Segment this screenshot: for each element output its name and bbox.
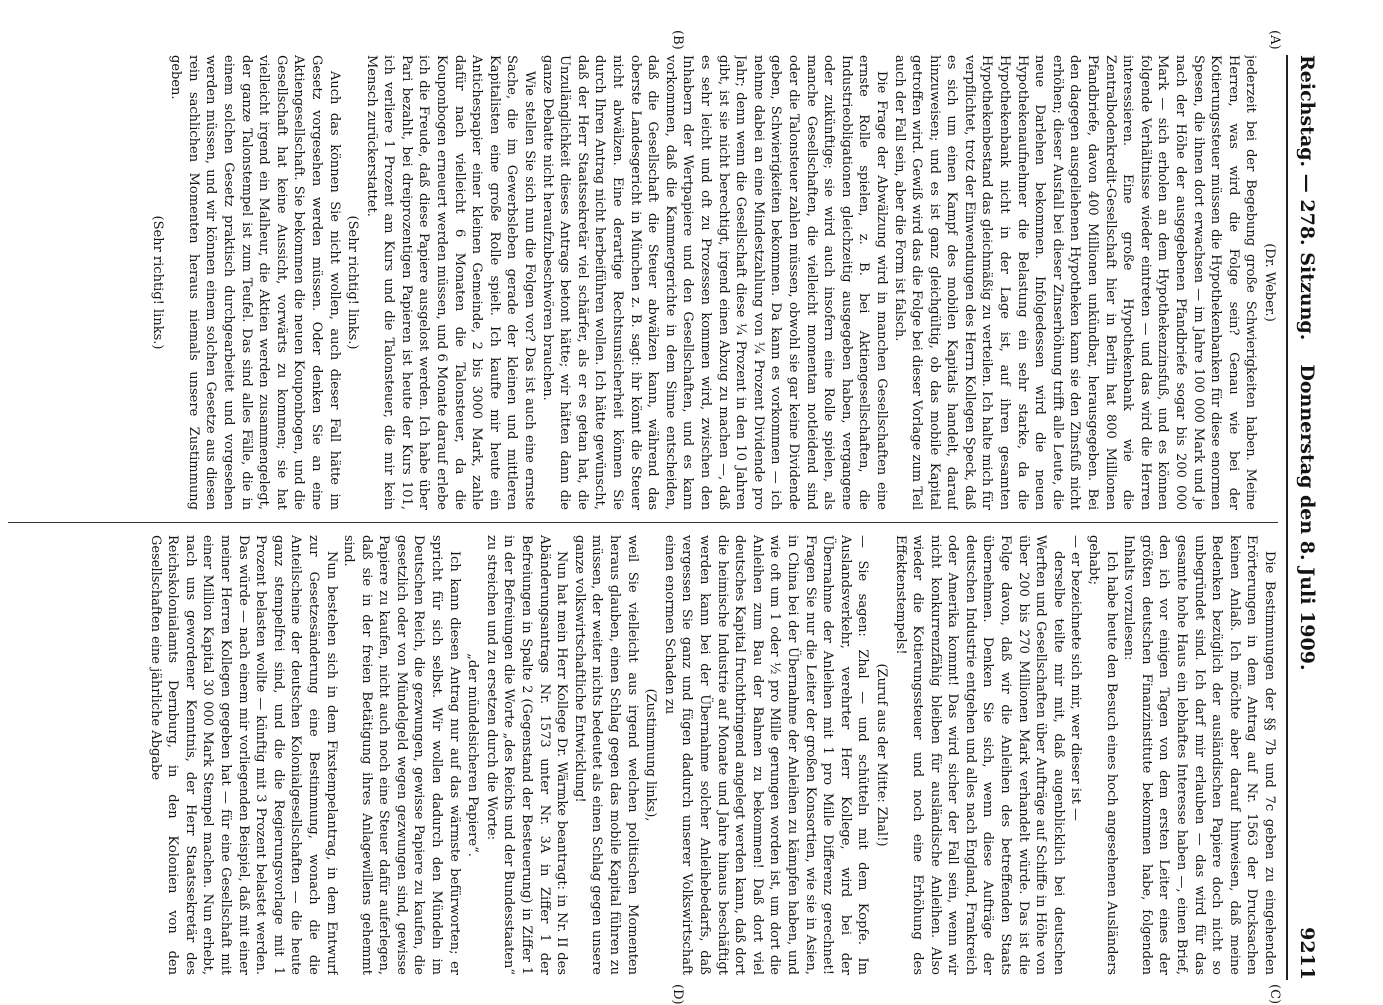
- column-divider: [8, 522, 1278, 523]
- margin-marker-a: (A): [1267, 30, 1282, 50]
- paragraph: Nun bestehen sich in dem Fixstempelantrag, in dem Entwurf zur Gesetzesänderung eine Bestimmung, wonach die die Anteilscheine der deutschen Kolonialgesellschaften — die heute ganz stempelfrei sind, und die die Regierungsvorlage mit 1 Prozent belasten wollte — künftig mit 3 Prozent belastet werden. Das würde — nach einem mir vorliegenden Beispiel, daß mit einer meiner Herren Kollegen gegeben hat — für eine Gesellschaft mit einer Million Kapital 30 000 Mark Stempel machen. Nun erhebt, nach uns gewordener Kenntnis, der Herr Staatssekretär des Reichskolonialamts Dernburg, in den Kolonien von den Gesellschaften eine jährliche Abgabe: [147, 535, 339, 975]
- page-header: [1286, 55, 1322, 980]
- quote-paragraph: Ich habe heute den Besuch eines hoch angesehenen Ausländers gehabt;: [1086, 535, 1119, 975]
- paragraph: Wie stellen Sie sich nun die Folgen vor? Das ist auch eine ernste Sache, die im Gewerbsleben gerade der kleinen und mittleren Kapitalisten eine große Rolle spielt. Ich kaufte mir heute ein Antichespapier einer kleinen Gemeinde, 2 bis 3000 Mark, zahle dafür nach vielleicht 6 Monaten die Talonsteuer, da die Kouponbogen erneuert werden müssen, und 6 Monate darauf erlebe ich die Freude, daß diese Papiere ausgelost werden. Ich habe über Pari bezahlt, bei dreiprozentigen Papieren ist heute der Kurs 101, ich verliere 1 Prozent am Kurs und die Talonsteuer, die mir kein Mensch zurückerstattet.: [363, 55, 538, 510]
- page-number: 9211: [1296, 927, 1318, 980]
- interjection: (Sehr richtig! links.): [345, 215, 361, 350]
- paragraph: Die Frage der Abwälzung wird in manchen Gesellschaften eine ernste Rolle spielen, z. B. bei Aktiengesellschaften, die Industrieobligationen gleichzeitig ausgegeben haben, vergangene oder zukünftige; sie wird auch insofern eine Rolle spielen, als manche Gesellschaften, die vielleicht momentan notleidend sind oder die Talonsteuer zahlen müssen, obwohl sie gar keine Dividende geben, Schwierigkeiten bekommen. Da kann es vorkommen — ich nehme dabei an eine Mindestzahlung von ¼ Prozent Dividende pro Jahr; denn wenn die Gesellschaft diese ¼ Prozent in den 10 Jahren gibt, ist sie nicht berechtigt, irgend einen Abzug zu machen —, daß es sehr leicht und oft zu Prozessen kommen wird, zwischen den Inhabern der Wertpapiere und den Gesellschaften, und es kann vorkommen, daß die Kammergerichte in dem Sinne entscheiden, daß die Gesellschaft die Steuer abwälzen kann, während das oberste Landesgericht in München z. B. sagt: ihr könnt die Steuer nicht abwälzen. Eine derartige Rechtsunsicherheit können Sie durch Ihren Antrag nicht herbeiführen wollen. Ich hätte gewünscht, daß der Herr Staatssekretär viel schärfer, als er es getan hat, die Unzulänglichkeit dieses Antrags betont hätte; wir hätten dann die ganze Debatte nicht heraufzubeschwören brauchen.: [539, 55, 889, 510]
- paragraph: Die Bestimmungen der §§ 7b und 7c geben zu eingehenden Erörterungen in dem Antrag auf Nr. 1563 der Drucksachen keinen Anlaß. Ich möchte aber darauf hinweisen, daß meine Bedenken bezüglich der ausländischen Papiere doch nicht so unbegründet sind. Ich darf mir erlauben — das wird für das gesamte hohe Haus ein lebhaftes Interesse haben —, einen Brief, den ich vor einigen Tagen von dem ersten Leiter eines der größten deutschen Finanzinstitute bekommen habe, folgenden Inhalts vorzulesen:: [1121, 535, 1277, 975]
- interjection: (Sehr richtig! links.): [149, 215, 165, 350]
- paragraph: Ich kann diesen Antrag nur auf das wärmste befürworten; er spricht für sich selbst. Wir wollen dadurch den Mündeln im Deutschen Reich, die gezwungen, gewisse Papiere zu kaufen, die gesetzlich oder von Mündelgeld wegen gezwungen sind, gewisse Papiere zu kaufen, nicht auch noch eine Steuer dafür auferlegen, daß sie in der freien Betätigung ihres Anlagewillens gehemmt sind.: [341, 535, 462, 975]
- header-date: Donnerstag den 8. Juli 1909.: [1296, 364, 1318, 671]
- quoted-phrase: „der mündelsicheren Papiere“.: [465, 653, 481, 857]
- header-session: Reichstag. — 278. Sitzung.: [1296, 55, 1318, 341]
- paragraph: Nun hat mein Herr Kollege Dr. Wärmke beantragt: in Nr. II des Abänderungsantrags Nr. 1573 unter Nr. 3A in Ziffer 1 der Befreiungen in Spalte 2 (Gegenstand der Besteuerung) in Ziffer 1 in der Befreiungen die Worte „des Reichs und der Bundesstaaten“ zu streichen und zu ersetzen durch die Worte:: [483, 535, 570, 975]
- paragraph: — er bezeichnete sich mir, wer dieser ist —: [1068, 535, 1084, 822]
- interjection: (Zuruf aus der Mitte: Zhal!): [873, 663, 889, 847]
- paragraph: Auch das können Sie nicht wollen, auch dieser Fall hätte im Gesetz vorgesehen werden müssen. Oder denken Sie an eine Aktiengesellschaft. Sie bekommen die neuen Kouponbogen, und die Gesellschaft hat keine Aussicht, vorwärts zu kommen; sie hat vielleicht irgend ein Malheur, die Aktien werden zusammengelegt, der ganze Talonstempel ist zum Teufel. Das sind alles Fälle, die in einem solchen Gesetz praktisch durchgearbeitet und vorgesehen werden müssen, und wir können einem solchen Gesetze aus diesen rein sachlichen Momenten heraus niemals unsere Zustimmung geben.: [168, 55, 342, 510]
- left-column: [8, 55, 1278, 510]
- margin-marker-b: (B): [670, 30, 685, 50]
- speaker-label: (Dr. Weber.): [1262, 243, 1277, 322]
- quote-paragraph: derselbe teilte mir mit, daß augenblicklich bei deutschen Werften und Gesellschaften über Aufträge auf Schiffe in Höhe von über 200 bis 270 Millionen Mark verhandelt würde. Das ist die Folge davon, daß wir die Anleihen des betreffenden Staats übernehmen. Denken Sie sich, wenn diese Aufträge der deutschen Industrie entgehen und alles nach England, Frankreich oder Amerika kommt! Das wird sicher der Fall sein, wenn wir nicht konkurrenzfähig bleiben für ausländische Anleihen. Also wieder die Kotierungssteuer und noch eine Erhöhung des Effektenstempels!: [892, 535, 1066, 975]
- interjection: (Zustimmung links),: [643, 688, 659, 822]
- paragraph: weil Sie vielleicht aus irgend welchen politischen Momenten heraus glauben, einen Schlag gegen das mobile Kapital führen zu müssen, der weiter nichts bedeutet als einen Schlag gegen unsere ganze volkswirtschaftliche Entwicklung!: [571, 535, 640, 975]
- right-column: [8, 535, 1278, 975]
- margin-marker-c: (C): [1267, 984, 1282, 1005]
- margin-marker-d: (D): [670, 984, 685, 1005]
- paragraph: jederzeit bei der Begebung große Schwierigkeiten haben. Meine Herren, was wird die Folge sein? Genau wie bei der Kotierungssteuer müssen die Hypothekenbanken für diese enormen Spesen, die ihnen dort erwachsen — im Jahre 100 000 Mark und je nach der Höhe der ausgegebenen Pfandbriefe sogar bis 200 000 Mark — sich erholen an dem Hypothekenzinsfuß, und es können folgende Verhältnisse wieder eintreten — und das wird die Herren interessieren. Eine große Hypothekenbank wie die Zentralbodenkredit-Gesellschaft hier in Berlin hat 800 Millionen Pfandbriefe, davon 400 Millionen unkündbar, herausgegeben. Bei den dagegen ausgeliehenen Hypotheken kann sie den Zinsfuß nicht erhöhen; dieser Ausfall bei dieser Zinserhöhung trifft alle Leute, die neue Darlehen bekommen. Infolgedessen wird die neuen Hypothekenaufnehmer die Belastung ein sehr starke, da die Hypothekenbank nicht in der Lage ist, auf ihren gesamten Hypothekenbestand das gleichmäßig zu verteilen. Ich halte mich für verpflichtet, trotz der Einwendungen des Herrn Kollegen Speck, daß es sich um einen Kampf des mobilen Kapitals handelt, darauf hinzuweisen; und es ist ganz gleichgültig, ob das mobile Kapital getroffen wird. Gewiß wird das die Folge bei dieser Vorlage zum Teil auch der Fall sein, aber die Form ist falsch.: [891, 55, 1259, 510]
- paragraph: — Sie sagen: Zhal — und schütteln mit dem Kopfe. Im Auslandsverkehr, verehrter Herr Kollege, wird bei der Übernahme der Anleihen mit 1 pro Mille Differenz gerechnet! Fragen Sie nur die Leiter der großen Konsortien, wie sie in Asien, in China bei der Übernahme der Anleihen zu kämpfen haben, und wie oft um 1 oder ½ pro Mille gerungen worden ist, um dort die Anleihen zum Bau der Bahnen zu bekommen! Daß dort viel deutsches Kapital fruchtbringend angelegt werden kann, daß dort die heimische Industrie auf Monate und Jahre hinaus beschäftigt werden kann bei der Übernahme solcher Anleihebedarfs, daß vergessen Sie ganz und fügen dadurch unserer Volkswirtschaft einen enormen Schaden zu: [661, 535, 871, 975]
